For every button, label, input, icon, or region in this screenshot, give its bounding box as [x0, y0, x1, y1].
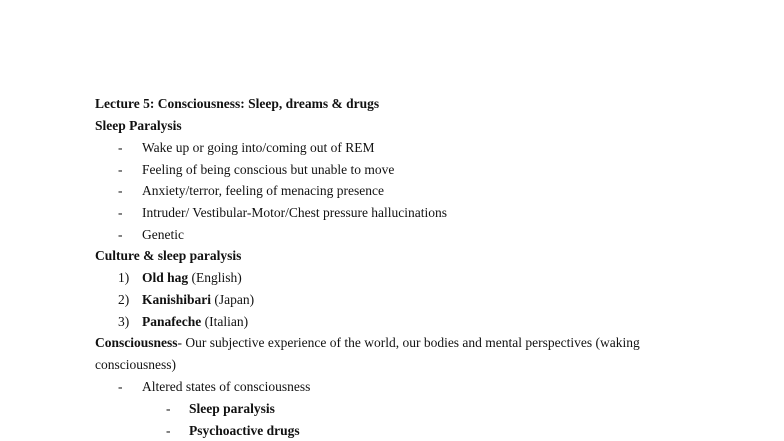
- bullet-dash: -: [118, 140, 123, 155]
- list-number: 3): [118, 314, 130, 329]
- subbullet-dash: -: [166, 423, 171, 438]
- sub-list-item: Sleep paralysis: [189, 401, 275, 416]
- bullet-dash: -: [118, 205, 123, 220]
- subbullet-dash: -: [166, 401, 171, 416]
- list-item: Genetic: [142, 227, 184, 242]
- lecture-title: Lecture 5: Consciousness: Sleep, dreams & drugs: [95, 96, 380, 111]
- list-item: [142, 291, 254, 309]
- section-heading-sleep-paralysis: Sleep Paralysis: [95, 118, 182, 133]
- list-term: Panafeche: [142, 314, 202, 329]
- list-term: Kanishibari: [142, 292, 212, 307]
- list-item: Altered states of consciousness: [142, 379, 311, 394]
- sub-list-item: Psychoactive drugs: [189, 423, 300, 438]
- list-note: (Japan): [211, 292, 255, 307]
- list-number: 2): [118, 292, 130, 307]
- list-number: 1): [118, 270, 130, 285]
- definition-term: Consciousness: [95, 335, 178, 350]
- bullet-dash: -: [118, 162, 123, 177]
- list-item: Intruder/ Vestibular-Motor/Chest pressure hallucinations: [142, 205, 448, 220]
- definition-text: - Our subjective experience of the world, our bodies and mental perspectives (waking: [177, 335, 640, 350]
- bullet-dash: -: [118, 379, 123, 394]
- list-item: Feeling of being conscious but unable to move: [142, 162, 395, 177]
- list-note: (Italian): [201, 314, 249, 329]
- list-item: Anxiety/terror, feeling of menacing presence: [142, 183, 384, 198]
- section-heading-culture: Culture & sleep paralysis: [95, 248, 242, 263]
- list-item: [142, 313, 248, 331]
- bullet-dash: -: [118, 227, 123, 242]
- bullet-dash: -: [118, 183, 123, 198]
- list-note: (English): [188, 270, 242, 285]
- list-item: Wake up or going into/coming out of REM: [142, 140, 375, 155]
- consciousness-definition: [95, 334, 640, 352]
- list-term: Old hag: [142, 270, 189, 285]
- consciousness-definition-continued: consciousness): [95, 357, 176, 372]
- list-item: [142, 269, 242, 287]
